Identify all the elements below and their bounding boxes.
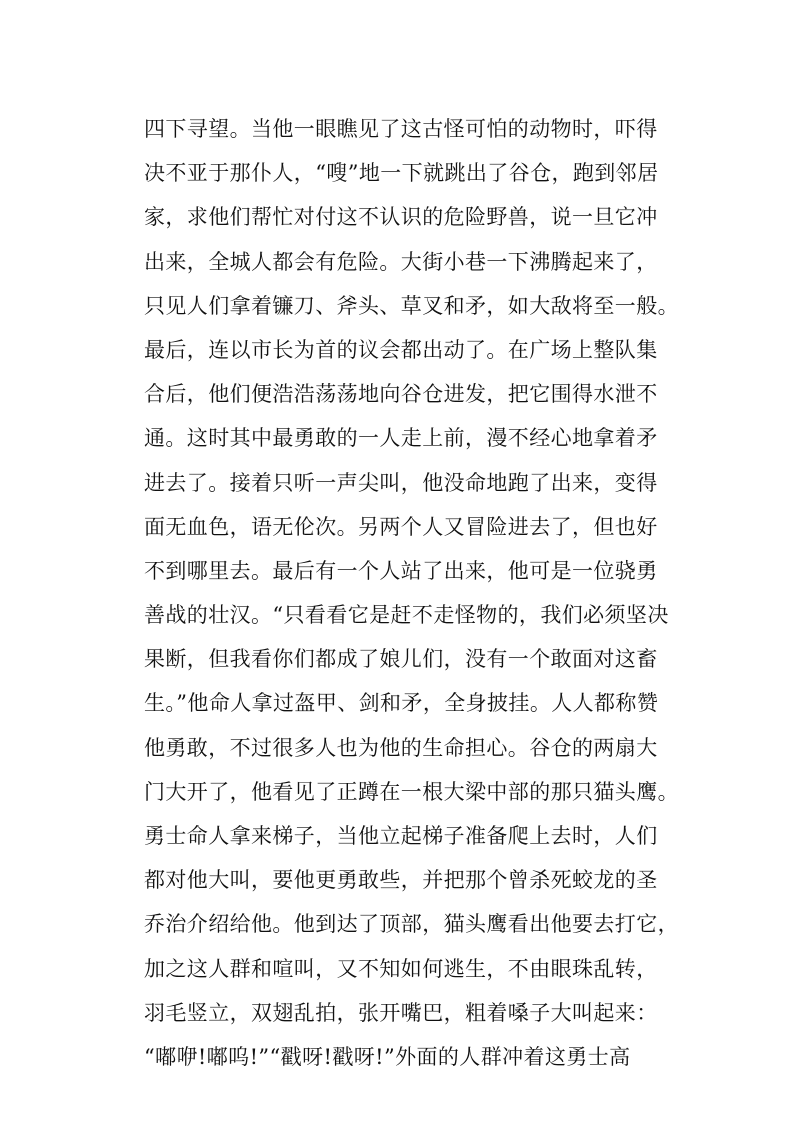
text-line: 进去了。接着只听一声尖叫，他没命地跑了出来，变得 — [144, 470, 658, 495]
text-line: 面无血色，语无伦次。另两个人又冒险进去了，但也好 — [144, 514, 658, 539]
text-line: 不到哪里去。最后有一个人站了出来，他可是一位骁勇 — [144, 558, 658, 583]
text-line: 最后，连以市长为首的议会都出动了。在广场上整队集 — [144, 337, 658, 362]
text-line: 决不亚于那仆人，“嗖”地一下就跳出了谷仓，跑到邻居 — [144, 161, 659, 186]
body-text — [144, 107, 744, 1079]
text-line: 出来，全城人都会有危险。大街小巷一下沸腾起来了， — [144, 249, 658, 274]
text-line: 门大开了，他看见了正蹲在一根大梁中部的那只猫头鹰。 — [144, 779, 679, 804]
text-line: 果断，但我看你们都成了娘儿们，没有一个敢面对这畜 — [144, 647, 658, 672]
text-line: 只见人们拿着镰刀、斧头、草叉和矛，如大敌将至一般。 — [144, 293, 679, 318]
text-line: “嘟咿!嘟呜!”“戳呀!戳呀!”外面的人群冲着这勇士高 — [144, 1044, 631, 1069]
text-line: 四下寻望。当他一眼瞧见了这古怪可怕的动物时，吓得 — [144, 117, 658, 141]
text-line: 都对他大叫，要他更勇敢些，并把那个曾杀死蛟龙的圣 — [144, 868, 658, 893]
text-line: 家，求他们帮忙对付这不认识的危险野兽，说一旦它冲 — [144, 205, 658, 230]
text-line: 羽毛竖立，双翅乱拍，张开嘴巴，粗着嗓子大叫起来： — [144, 1000, 658, 1025]
text-line: 乔治介绍给他。他到达了顶部，猫头鹰看出他要去打它， — [144, 912, 679, 937]
text-line: 生。”他命人拿过盔甲、剑和矛，全身披挂。人人都称赞 — [144, 691, 659, 716]
text-line: 他勇敢，不过很多人也为他的生命担心。谷仓的两扇大 — [144, 735, 658, 760]
text-line: 勇士命人拿来梯子，当他立起梯子准备爬上去时，人们 — [144, 824, 658, 848]
text-line: 加之这人群和喧叫，又不知如何逃生，不由眼珠乱转， — [144, 956, 658, 981]
text-line: 通。这时其中最勇敢的一人走上前，漫不经心地拿着矛 — [144, 426, 658, 451]
text-line: 善战的壮汉。“只看看它是赶不走怪物的，我们必须坚决 — [144, 603, 669, 628]
text-line: 合后，他们便浩浩荡荡地向谷仓进发，把它围得水泄不 — [144, 382, 658, 407]
